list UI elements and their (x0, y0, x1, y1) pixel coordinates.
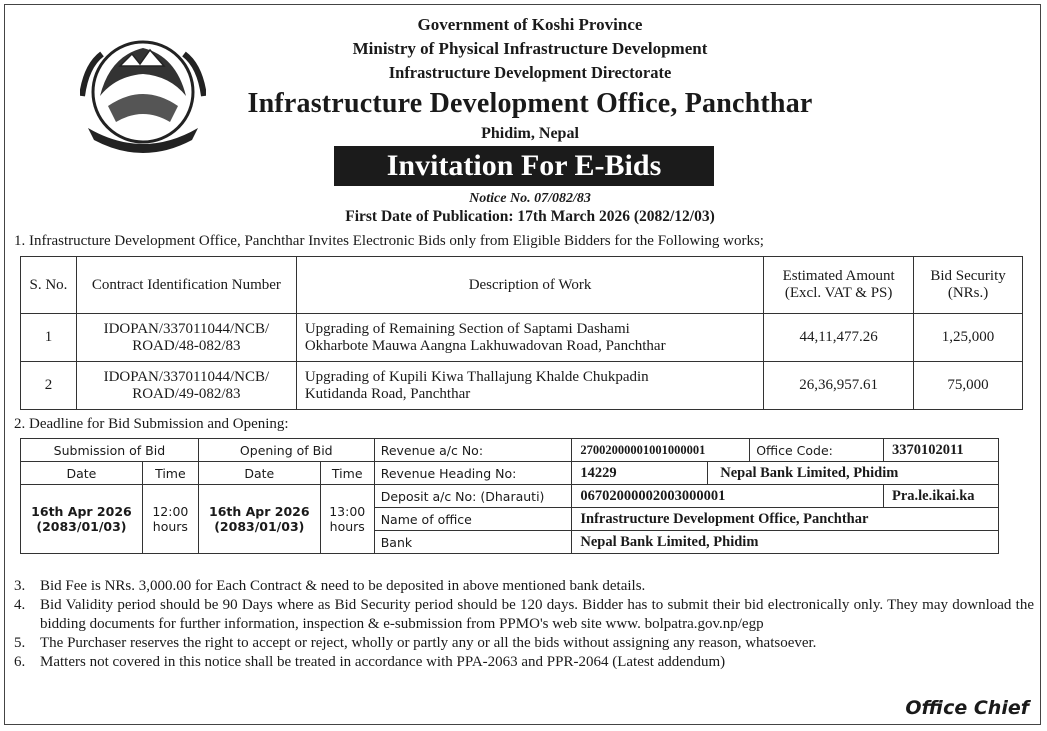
office-name-label: Name of office (374, 508, 572, 531)
cell-sno: 1 (21, 314, 77, 362)
note-text: The Purchaser reserves the right to accept or reject, wholly or partly any or all the bids without assigning any reason, whatsoever. (40, 635, 817, 651)
bank-value: Nepal Bank Limited, Phidim (572, 531, 999, 554)
note-number: 5. (14, 635, 26, 651)
sub-date-value (21, 485, 143, 554)
list-item (14, 596, 1034, 634)
time-line: hours (152, 519, 188, 534)
date-line: (2083/01/03) (214, 519, 305, 534)
office-code-label: Office Code: (750, 439, 884, 462)
notice-number: Notice No. 07/082/83 (469, 191, 591, 206)
date-line: (2083/01/03) (36, 519, 127, 534)
note-number: 6. (14, 654, 26, 670)
section-1-intro: 1. Infrastructure Development Office, Panchthar Invites Electronic Bids only from Eligible Bidders for the Following works; (14, 233, 764, 249)
cell-description (296, 362, 763, 410)
deposit-label: Deposit a/c No: (Dharauti) (374, 485, 572, 508)
notes-list (14, 577, 1034, 672)
open-time-value (320, 485, 374, 554)
office-name-value: Infrastructure Development Office, Panchthar (572, 508, 999, 531)
header-directorate: Infrastructure Development Directorate (388, 63, 672, 82)
list-item (14, 634, 1034, 653)
nepal-government-emblem-icon (80, 36, 206, 154)
cell-sno: 2 (21, 362, 77, 410)
col-description: Description of Work (296, 257, 763, 314)
cell-security: 1,25,000 (914, 314, 1023, 362)
table-row (21, 314, 1023, 362)
desc-line: Kutidanda Road, Panchthar (304, 385, 471, 402)
desc-line: Upgrading of Kupili Kiwa Thallajung Khalde Chukpadin (304, 368, 649, 385)
revenue-heading-value: 14229 (572, 462, 708, 485)
section-2-heading: 2. Deadline for Bid Submission and Opening: (14, 416, 289, 432)
open-time-label: Time (320, 462, 374, 485)
note-text: Bid Validity period should be 90 Days where as Bid Security period should be 120 days. Bidder has to submit their bid electronically only. They may download the bidding documents for further information, inspection & e-submission from PPMO's web site www. bolpatra.gov.np/egp (40, 597, 1034, 632)
table-row (21, 362, 1023, 410)
note-text: Bid Fee is NRs. 3,000.00 for Each Contract & need to be deposited in above mentioned bank details. (40, 578, 646, 594)
desc-line: Okharbote Mauwa Aangna Lakhuwadovan Road, Panchthar (304, 337, 666, 354)
sub-time-value (142, 485, 198, 554)
col-contract: Contract Identification Number (76, 257, 296, 314)
contract-line: ROAD/48-082/83 (132, 337, 241, 354)
desc-line: Upgrading of Remaining Section of Saptami Dashami (304, 320, 630, 337)
opening-header: Opening of Bid (198, 439, 374, 462)
office-code-value: 3370102011 (883, 439, 998, 462)
contract-line: IDOPAN/337011044/NCB/ (103, 320, 270, 337)
revenue-ac-value: 27002000001001000001 (572, 439, 750, 462)
cell-description (296, 314, 763, 362)
revenue-ac-label: Revenue a/c No: (374, 439, 572, 462)
sub-time-label: Time (142, 462, 198, 485)
bank-label: Bank (374, 531, 572, 554)
signature-office-chief: Office Chief (905, 697, 1029, 719)
time-line: hours (329, 519, 365, 534)
note-text: Matters not covered in this notice shall be treated in accordance with PPA-2063 and PPR-2064 (Latest addendum) (40, 654, 726, 670)
header-government: Government of Koshi Province (417, 15, 643, 34)
header-ministry: Ministry of Physical Infrastructure Development (352, 39, 708, 58)
col-sno: S. No. (21, 257, 77, 314)
cell-contract (76, 362, 296, 410)
date-line: 16th Apr 2026 (209, 504, 310, 519)
cell-amount: 26,36,957.61 (764, 362, 914, 410)
cell-amount: 44,11,477.26 (764, 314, 914, 362)
works-table-header (21, 257, 1023, 314)
submission-header: Submission of Bid (21, 439, 199, 462)
works-table (20, 256, 1023, 410)
deposit-ac-value: 06702000002003000001 (572, 485, 884, 508)
header-location: Phidim, Nepal (481, 125, 579, 142)
col-amount: Estimated Amount (Excl. VAT & PS) (764, 257, 914, 314)
contract-line: ROAD/49-082/83 (132, 385, 241, 402)
title-banner: Invitation For E-Bids (334, 146, 714, 186)
contract-line: IDOPAN/337011044/NCB/ (103, 368, 270, 385)
sub-date-label: Date (21, 462, 143, 485)
header-office: Infrastructure Development Office, Panchthar (247, 88, 813, 119)
open-date-value (198, 485, 320, 554)
note-number: 3. (14, 578, 26, 594)
revenue-bank-value: Nepal Bank Limited, Phidim (708, 462, 999, 485)
time-line: 13:00 (329, 504, 366, 519)
cell-security: 75,000 (914, 362, 1023, 410)
col-security: Bid Security (NRs.) (914, 257, 1023, 314)
revenue-heading-label: Revenue Heading No: (374, 462, 572, 485)
list-item (14, 577, 1034, 596)
publication-date: First Date of Publication: 17th March 2026 (2082/12/03) (345, 208, 715, 225)
date-line: 16th Apr 2026 (31, 504, 132, 519)
deposit-name-value: Pra.le.ikai.ka (883, 485, 998, 508)
open-date-label: Date (198, 462, 320, 485)
time-line: 12:00 (152, 504, 189, 519)
deadline-table (20, 438, 999, 554)
list-item (14, 653, 1034, 672)
cell-contract (76, 314, 296, 362)
note-number: 4. (14, 597, 26, 613)
